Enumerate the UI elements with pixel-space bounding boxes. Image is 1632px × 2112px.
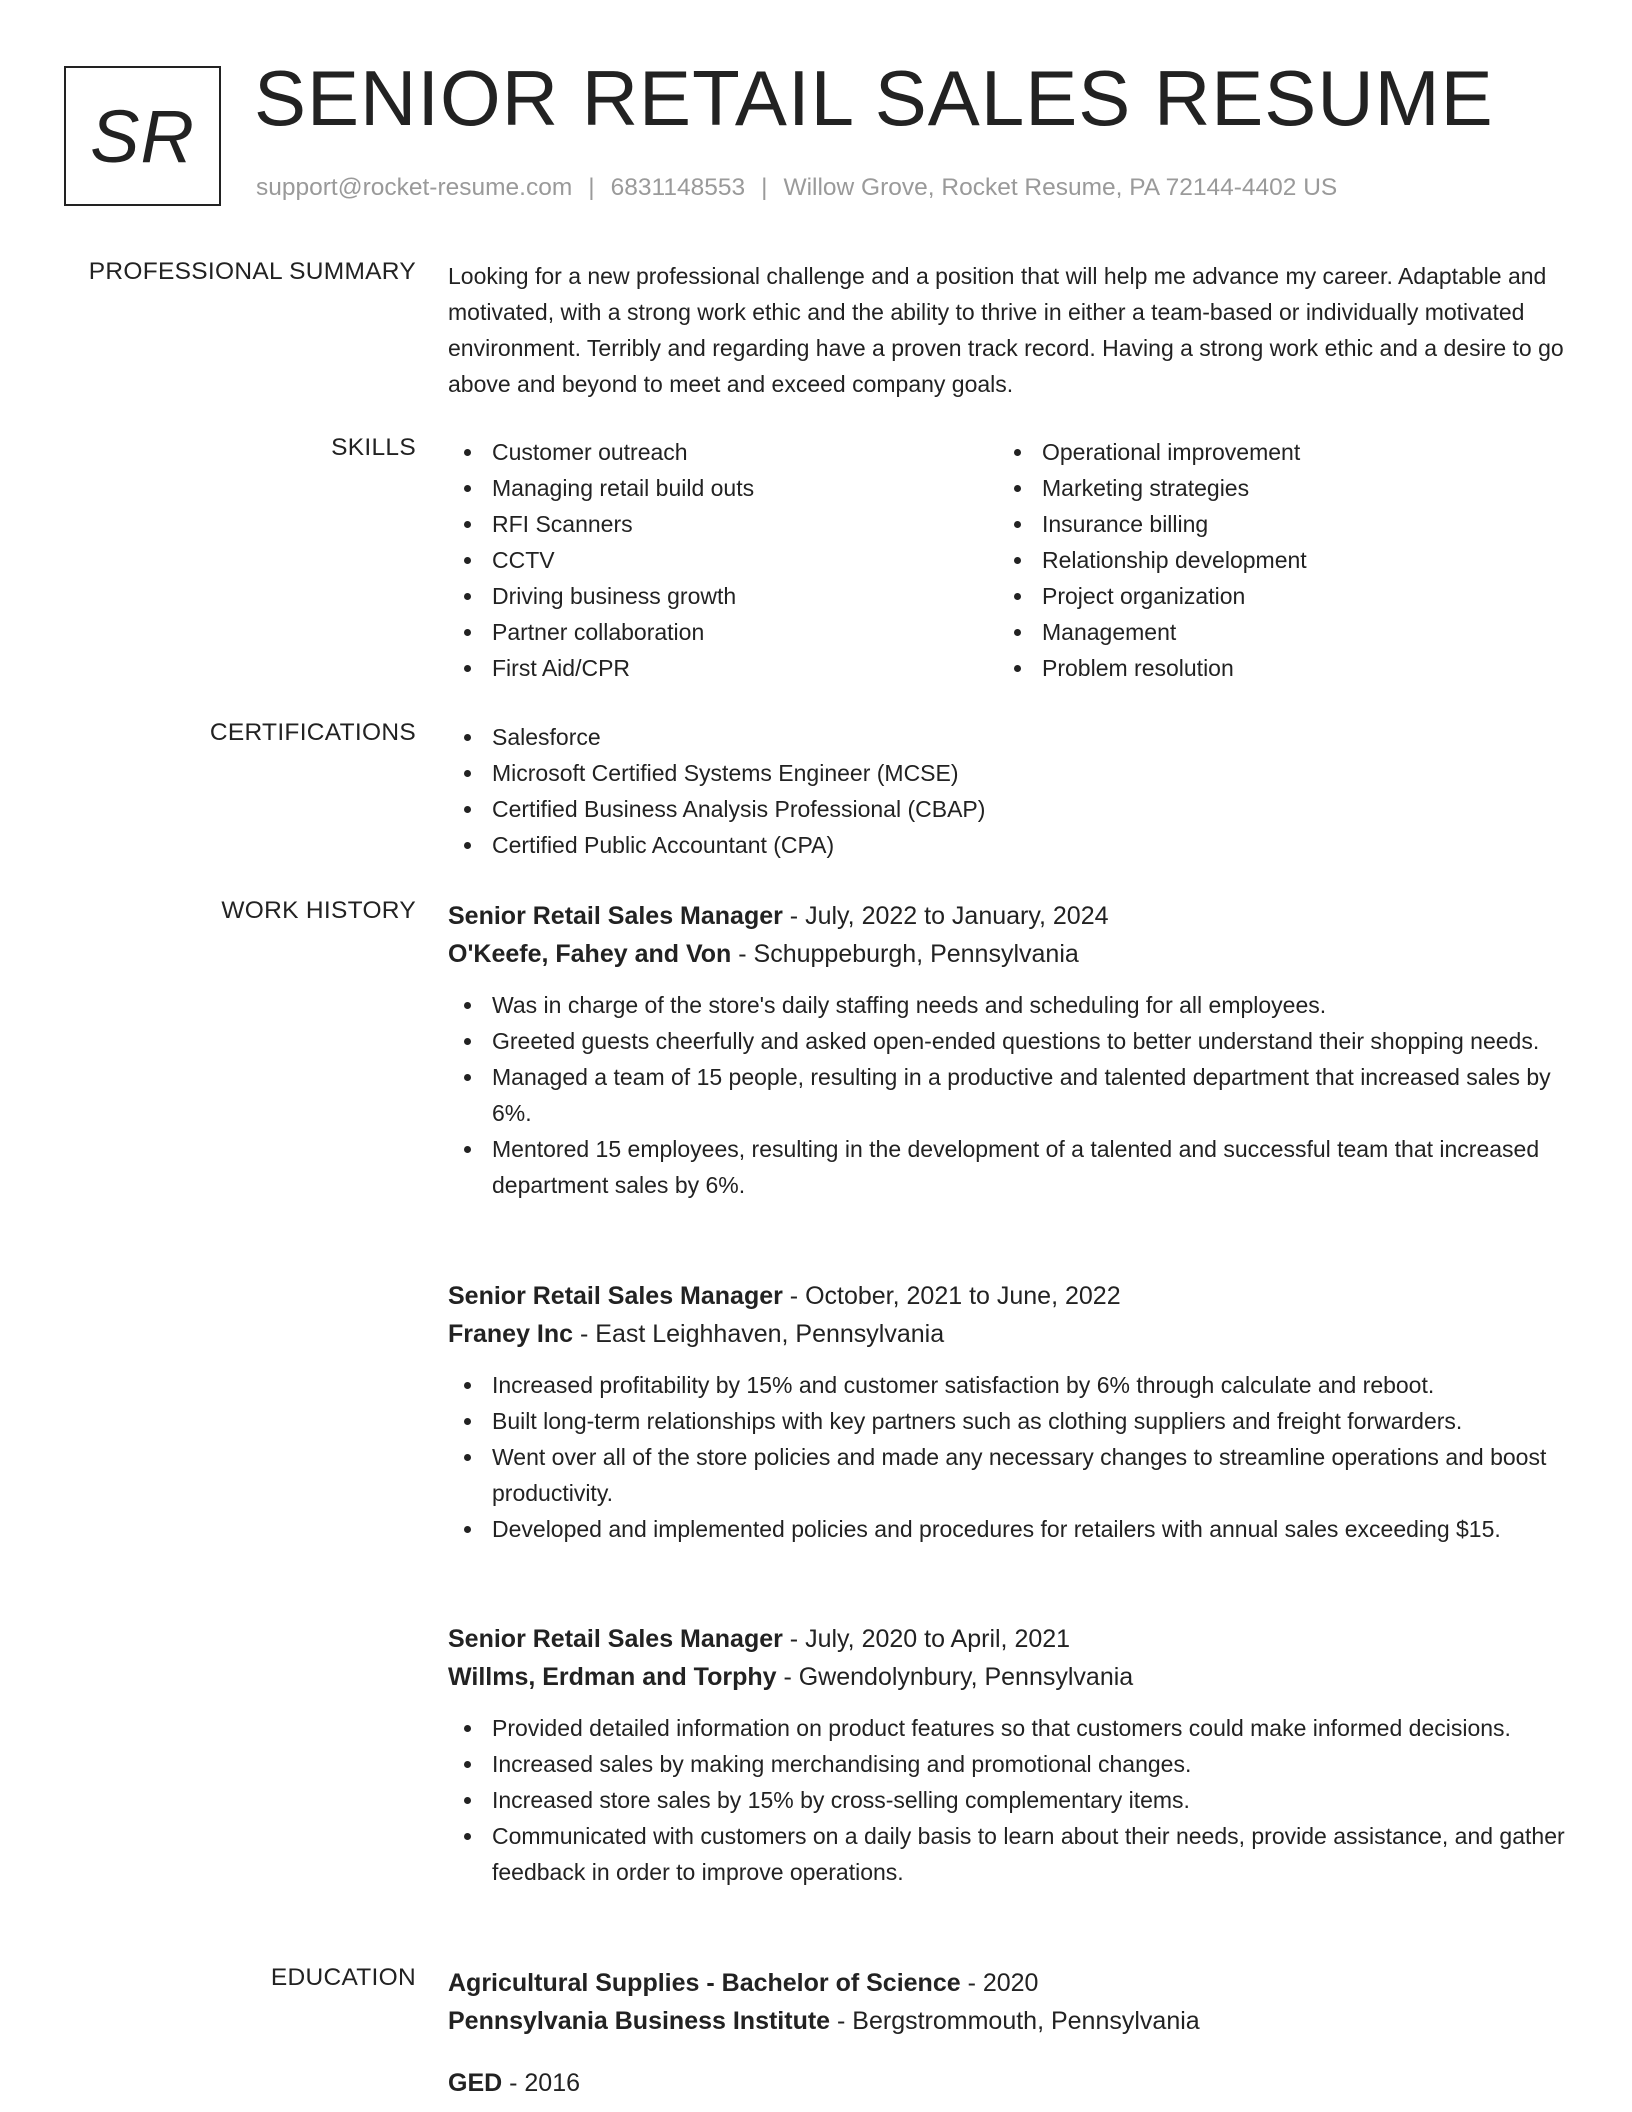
job-company: Willms, Erdman and Torphy	[448, 1663, 777, 1691]
list-item: Microsoft Certified Systems Engineer (MCSE)	[448, 755, 1568, 791]
list-item: First Aid/CPR	[448, 650, 998, 686]
list-item: Management	[998, 614, 1548, 650]
job-dates: - July, 2022 to January, 2024	[782, 902, 1109, 930]
job-title-line	[448, 1277, 1568, 1315]
section-label-education: EDUCATION	[270, 1964, 416, 1991]
job-title: Senior Retail Sales Manager	[448, 1625, 783, 1653]
contact-phone[interactable]: 6831148553	[610, 174, 746, 201]
education-degree-line	[448, 2064, 1568, 2102]
job-location: - East Leighhaven, Pennsylvania	[573, 1320, 945, 1348]
job-title-line	[448, 897, 1568, 935]
job-bullets	[448, 987, 1568, 1203]
list-item: RFI Scanners	[448, 506, 998, 542]
education-degree-line	[448, 1964, 1568, 2002]
skills-body	[448, 434, 1568, 686]
job-title: Senior Retail Sales Manager	[448, 1282, 783, 1310]
list-item: Operational improvement	[998, 434, 1548, 470]
list-item: Project organization	[998, 578, 1548, 614]
job-body	[448, 1277, 1568, 1547]
job-dates: - July, 2020 to April, 2021	[782, 1625, 1071, 1653]
education-school: Pennsylvania Business Institute	[448, 2007, 831, 2035]
list-item: Insurance billing	[998, 506, 1548, 542]
education-year: - 2020	[960, 1969, 1039, 1997]
resume-title: SENIOR RETAIL SALES RESUME	[254, 54, 1494, 142]
list-item: Problem resolution	[998, 650, 1548, 686]
education-location: - Bergstrommouth, Pennsylvania	[830, 2007, 1200, 2035]
contact-separator: |	[588, 174, 595, 201]
list-item: Customer outreach	[448, 434, 998, 470]
list-item: Mentored 15 employees, resulting in the development of a talented and successful team that increased department sales by 6%.	[448, 1131, 1568, 1203]
list-item: Certified Public Accountant (CPA)	[448, 827, 1568, 863]
list-item: Partner collaboration	[448, 614, 998, 650]
contact-line	[256, 174, 1337, 202]
skills-list-right	[998, 434, 1548, 686]
education-body	[448, 1964, 1568, 2102]
list-item: Greeted guests cheerfully and asked open-ended questions to better understand their shopping needs.	[448, 1023, 1568, 1059]
job-location: - Schuppeburgh, Pennsylvania	[731, 940, 1079, 968]
education-degree: GED	[448, 2069, 503, 2097]
section-label-work-history: WORK HISTORY	[221, 897, 416, 924]
list-item: Was in charge of the store's daily staffing needs and scheduling for all employees.	[448, 987, 1568, 1023]
list-item: Communicated with customers on a daily basis to learn about their needs, provide assistance, and gather feedback in order to improve operations.	[448, 1818, 1568, 1890]
contact-email[interactable]: support@rocket-resume.com	[256, 174, 573, 201]
education-degree: Agricultural Supplies - Bachelor of Science	[448, 1969, 961, 1997]
job-location: - Gwendolynbury, Pennsylvania	[776, 1663, 1134, 1691]
job-company-line	[448, 1315, 1568, 1353]
education-school-line	[448, 2002, 1568, 2040]
monogram-initials: SR	[90, 94, 195, 178]
contact-address: Willow Grove, Rocket Resume, PA 72144-4402 US	[783, 174, 1338, 201]
section-label-skills: SKILLS	[331, 434, 416, 461]
job-company: O'Keefe, Fahey and Von	[448, 940, 732, 968]
job-title-line	[448, 1620, 1568, 1658]
job-company-line	[448, 935, 1568, 973]
list-item: Driving business growth	[448, 578, 998, 614]
job-body	[448, 897, 1568, 1203]
job-title: Senior Retail Sales Manager	[448, 902, 783, 930]
summary-text: Looking for a new professional challenge and a position that will help me advance my career. Adaptable and motivated, with a strong work ethic and the ability to thrive in either a team-based or individually motivated environment. Terribly and regarding have a proven track record. Having a strong work ethic and a desire to go above and beyond to meet and exceed company goals.	[448, 263, 1564, 397]
list-item: Increased sales by making merchandising and promotional changes.	[448, 1746, 1568, 1782]
list-item: Managing retail build outs	[448, 470, 998, 506]
job-dates: - October, 2021 to June, 2022	[782, 1282, 1121, 1310]
section-label-certifications: CERTIFICATIONS	[209, 719, 416, 746]
list-item: Increased profitability by 15% and customer satisfaction by 6% through calculate and reboot.	[448, 1367, 1568, 1403]
list-item: CCTV	[448, 542, 998, 578]
job-bullets	[448, 1710, 1568, 1890]
list-item: Built long-term relationships with key partners such as clothing suppliers and freight forwarders.	[448, 1403, 1568, 1439]
list-item: Managed a team of 15 people, resulting in a productive and talented department that increased sales by 6%.	[448, 1059, 1568, 1131]
list-item: Increased store sales by 15% by cross-selling complementary items.	[448, 1782, 1568, 1818]
certifications-body	[448, 719, 1568, 863]
education-year: - 2016	[502, 2069, 581, 2097]
job-body	[448, 1620, 1568, 1890]
job-bullets	[448, 1367, 1568, 1547]
list-item: Developed and implemented policies and procedures for retailers with annual sales exceeding $15.	[448, 1511, 1568, 1547]
monogram-logo	[64, 66, 221, 206]
skills-list-left	[448, 434, 998, 686]
section-label-summary: PROFESSIONAL SUMMARY	[88, 258, 416, 285]
job-company: Franey Inc	[448, 1320, 574, 1348]
list-item: Relationship development	[998, 542, 1548, 578]
list-item: Went over all of the store policies and made any necessary changes to streamline operations and boost productivity.	[448, 1439, 1568, 1511]
list-item: Provided detailed information on product features so that customers could make informed decisions.	[448, 1710, 1568, 1746]
summary-body	[448, 258, 1568, 402]
certifications-list	[448, 719, 1568, 863]
job-company-line	[448, 1658, 1568, 1696]
list-item: Certified Business Analysis Professional (CBAP)	[448, 791, 1568, 827]
list-item: Marketing strategies	[998, 470, 1548, 506]
list-item: Salesforce	[448, 719, 1568, 755]
contact-separator: |	[761, 174, 768, 201]
